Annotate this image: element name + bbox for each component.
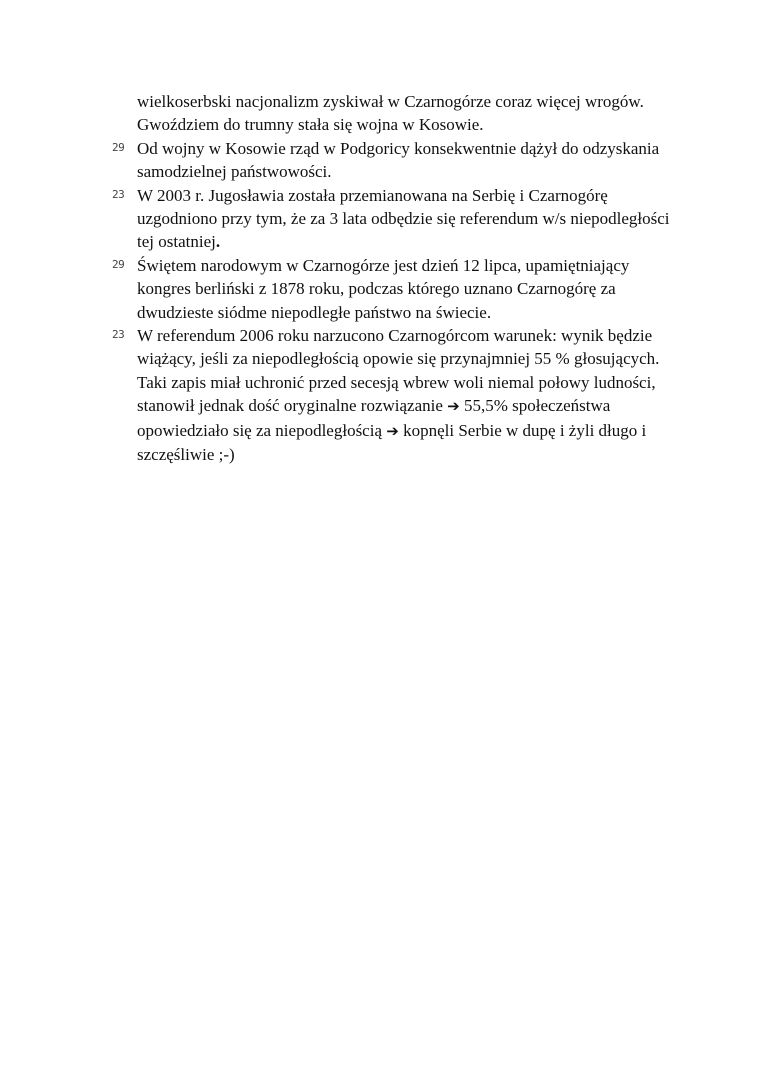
paragraph-4-bullet-icon: 29 — [112, 257, 125, 271]
arrow-right-icon: ➔ — [386, 421, 399, 440]
paragraph-3 — [112, 184, 672, 254]
paragraph-1-text: wielkoserbski nacjonalizm zyskiwał w Czarnogórze coraz więcej wrogów. Gwoździem do trumny stała się wojna w Kosowie. — [137, 92, 644, 135]
document-body — [112, 90, 672, 467]
arrow-right-icon: ➔ — [447, 397, 460, 416]
paragraph-2-text: Od wojny w Kosowie rząd w Podgoricy konsekwentnie dążył do odzyskania samodzielnej państwowości. — [137, 138, 660, 182]
paragraph-5 — [112, 324, 672, 466]
paragraph-5-bullet-icon: 23 — [112, 328, 125, 342]
paragraph-2-bullet-icon: 29 — [112, 140, 125, 154]
paragraph-2 — [112, 137, 672, 184]
paragraph-1 — [112, 90, 672, 137]
paragraph-4 — [112, 254, 672, 324]
paragraph-3-bullet-icon: 23 — [112, 187, 125, 201]
paragraph-5-text-1: W referendum 2006 roku narzucono Czarnogórcom warunek: wynik będzie wiążący, jeśli za niepodległością opowie się przynajmniej 55 % głosujących. Taki zapis miał uchronić przed secesją wbrew woli niemal połowy ludności, stanowił jednak dość oryginalne rozwiązanie — [137, 326, 660, 416]
paragraph-4-text: Świętem narodowym w Czarnogórze jest dzień 12 lipca, upamiętniający kongres berliński z 1878 roku, podczas którego uznano Czarnogórę za dwudzieste siódme niepodległe państwo na świecie. — [137, 255, 630, 322]
paragraph-3-end: . — [215, 232, 221, 252]
paragraph-5-text-3: kopnęli Serbie w dupę i żyli długo i szczęśliwie ;-) — [137, 420, 647, 465]
paragraph-5-text-2: 55,5% społeczeństwa opowiedziało się za niepodległością — [137, 396, 611, 440]
paragraph-3-text: W 2003 r. Jugosławia została przemianowana na Serbię i Czarnogórę uzgodniono przy tym, że za 3 lata odbędzie się referendum w/s niepodległości tej ostatniej — [137, 185, 670, 252]
